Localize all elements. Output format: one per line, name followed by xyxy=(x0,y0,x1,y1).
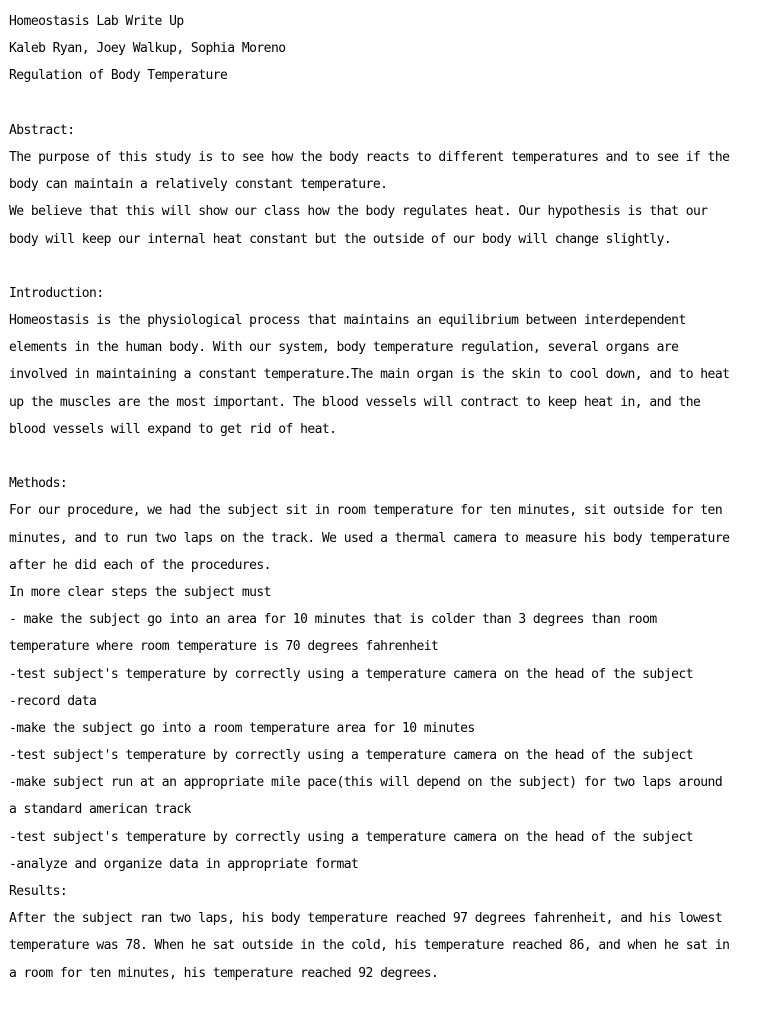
introduction-heading: Introduction: xyxy=(9,285,104,301)
document-title: Homeostasis Lab Write Up xyxy=(9,14,184,29)
methods-step: temperature where room temperature is 70 degrees fahrenheit xyxy=(9,639,439,655)
methods-step: -record data xyxy=(9,693,97,709)
abstract-line: The purpose of this study is to see how the body reacts to different temperatures and to see if the xyxy=(9,149,730,165)
authors-line: Kaleb Ryan, Joey Walkup, Sophia Moreno xyxy=(9,41,286,57)
introduction-line: up the muscles are the most important. The blood vessels will contract to keep heat in, and the xyxy=(9,394,701,410)
results-line: After the subject ran two laps, his body temperature reached 97 degrees fahrenheit, and his lowest xyxy=(9,911,723,927)
abstract-line: body can maintain a relatively constant temperature. xyxy=(9,177,388,193)
introduction-line: involved in maintaining a constant temperature.The main organ is the skin to cool down, and to heat xyxy=(9,367,730,383)
blank-line xyxy=(9,256,764,283)
methods-heading: Methods: xyxy=(9,476,68,492)
introduction-line: elements in the human body. With our system, body temperature regulation, several organs are xyxy=(9,340,679,356)
blank-line xyxy=(9,446,764,473)
document-subtitle: Regulation of Body Temperature xyxy=(9,68,228,84)
methods-step: a standard american track xyxy=(9,802,191,818)
methods-step: -make subject run at an appropriate mile pace(this will depend on the subject) for two laps around xyxy=(9,775,723,791)
methods-step: -make the subject go into a room temperature area for 10 minutes xyxy=(9,720,475,736)
abstract-heading: Abstract: xyxy=(9,122,75,138)
methods-line: after he did each of the procedures. xyxy=(9,557,271,573)
methods-step: -test subject's temperature by correctly using a temperature camera on the head of the subject xyxy=(9,748,694,764)
methods-step: -test subject's temperature by correctly using a temperature camera on the head of the subject xyxy=(9,666,694,682)
methods-step: -test subject's temperature by correctly using a temperature camera on the head of the subject xyxy=(9,829,694,845)
methods-step: -analyze and organize data in appropriate format xyxy=(9,856,359,872)
document xyxy=(9,11,764,990)
abstract-line: We believe that this will show our class how the body regulates heat. Our hypothesis is that our xyxy=(9,204,708,220)
methods-line: For our procedure, we had the subject sit in room temperature for ten minutes, sit outside for ten xyxy=(9,503,723,519)
introduction-line: Homeostasis is the physiological process that maintains an equilibrium between interdependent xyxy=(9,313,686,329)
results-line: temperature was 78. When he sat outside in the cold, his temperature reached 86, and when he sat in xyxy=(9,938,730,954)
methods-line: In more clear steps the subject must xyxy=(9,584,271,600)
results-line: a room for ten minutes, his temperature reached 92 degrees. xyxy=(9,965,439,981)
results-heading: Results: xyxy=(9,884,68,899)
blank-line xyxy=(9,93,764,120)
methods-step: - make the subject go into an area for 10 minutes that is colder than 3 degrees than room xyxy=(9,612,657,628)
introduction-line: blood vessels will expand to get rid of heat. xyxy=(9,421,337,437)
methods-line: minutes, and to run two laps on the track. We used a thermal camera to measure his body temperature xyxy=(9,530,730,546)
abstract-line: body will keep our internal heat constant but the outside of our body will change slightly. xyxy=(9,231,672,247)
